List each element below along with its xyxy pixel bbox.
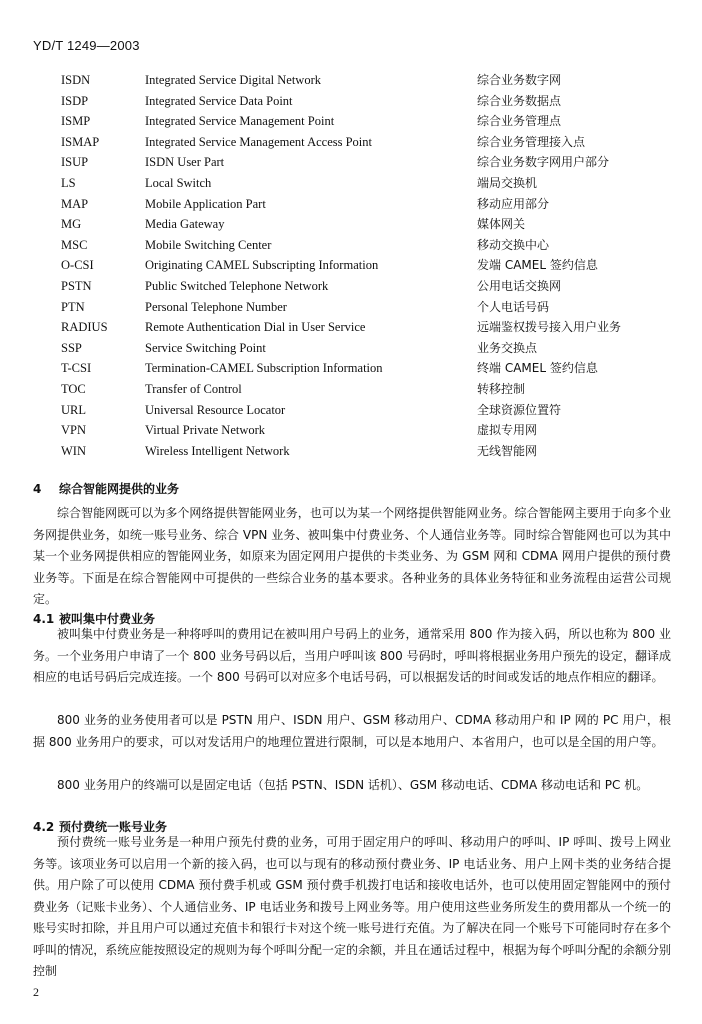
abbreviation-row <box>61 235 681 256</box>
section-4-paragraph: 综合智能网既可以为多个网络提供智能网业务，也可以为某一个网络提供智能网业务。综合智能网主要用于向多个业务网提供业务，如统一账号业务、综合 VPN 业务、被叫集中付费业务、个人通信业务等。同时综合智能网也可以为其中某一个业务网提供相应的智能网业务，如原来为固定网用户提供的卡类业务、为 GSM 网和 CDMA 网用户提供的预付费业务等。下面是在综合智能网中可提供的一些综合业务的基本要求。各种业务的具体业务特征和业务流程由运营公司规定。 <box>33 506 671 606</box>
abbreviation-chinese: 业务交换点 <box>477 340 538 355</box>
abbreviation-term: ISDP <box>61 93 89 108</box>
abbreviation-chinese: 远端鉴权拨号接入用户业务 <box>477 320 622 335</box>
abbreviation-row <box>61 379 681 400</box>
abbreviation-english: Local Switch <box>145 175 212 190</box>
abbreviation-chinese: 综合业务数字网用户部分 <box>477 155 610 170</box>
abbreviation-chinese: 虚拟专用网 <box>477 423 538 438</box>
abbreviation-english: Integrated Service Management Access Point <box>145 134 373 149</box>
abbreviation-term: O-CSI <box>61 258 94 273</box>
abbreviation-term: MAP <box>61 196 89 211</box>
abbreviation-term: ISDN <box>61 73 91 87</box>
section-4-1-paragraph-3: 800 业务用户的终端可以是固定电话（包括 PSTN、ISDN 话机）、GSM 移动电话、CDMA 移动电话和 PC 机。 <box>57 778 649 792</box>
abbreviation-english: Universal Resource Locator <box>145 402 286 417</box>
abbreviation-chinese: 媒体网关 <box>477 217 526 232</box>
abbreviation-english: ISDN User Part <box>145 155 225 170</box>
abbreviation-list <box>61 70 681 461</box>
abbreviation-chinese: 终端 CAMEL 签约信息 <box>477 361 598 376</box>
abbreviation-row <box>61 70 681 91</box>
abbreviation-row <box>61 194 681 215</box>
abbreviation-term: VPN <box>61 423 87 438</box>
abbreviation-term: ISMAP <box>61 134 100 149</box>
abbreviation-english: Integrated Service Management Point <box>145 114 335 129</box>
abbreviation-row <box>61 420 681 441</box>
abbreviation-row <box>61 152 681 173</box>
abbreviation-chinese: 转移控制 <box>477 381 526 396</box>
abbreviation-chinese: 移动交换中心 <box>477 237 550 252</box>
section-number: 4.2 <box>33 820 55 834</box>
abbreviation-row <box>61 132 681 153</box>
abbreviation-chinese: 移动应用部分 <box>477 196 550 211</box>
abbreviation-row <box>61 297 681 318</box>
abbreviation-term: PTN <box>61 299 85 314</box>
abbreviation-term: URL <box>61 402 86 417</box>
section-4-1-paragraph-1: 被叫集中付费业务是一种将呼叫的费用记在被叫用户号码上的业务，通常采用 800 作为接入码，所以也称为 800 业务。一个业务用户申请了一个 800 业务号码以后，当用户呼叫该 800 号码时，呼叫将根据业务用户预先的设定，翻译成相应的电话号码后完成连接。一个 800 号码可以对应多个电话号码，可以根据发话的时间或发话的地点作相应的翻译。 <box>33 627 671 684</box>
abbreviation-row <box>61 91 681 112</box>
abbreviation-english: Integrated Service Digital Network <box>145 73 321 87</box>
abbreviation-chinese: 综合业务管理接入点 <box>477 134 586 149</box>
abbreviation-chinese: 全球资源位置符 <box>477 402 562 417</box>
page-number: 2 <box>33 985 39 999</box>
abbreviation-english: Originating CAMEL Subscripting Information <box>145 258 379 273</box>
abbreviation-english: Transfer of Control <box>145 381 242 396</box>
abbreviation-term: ISMP <box>61 114 91 129</box>
abbreviation-english: Media Gateway <box>145 217 225 232</box>
section-title: 预付费统一账号业务 <box>59 820 168 834</box>
abbreviation-chinese: 个人电话号码 <box>477 299 550 314</box>
abbreviation-chinese: 发端 CAMEL 签约信息 <box>477 258 598 273</box>
abbreviation-english: Virtual Private Network <box>145 423 266 438</box>
abbreviation-english: Personal Telephone Number <box>145 299 287 314</box>
abbreviation-row <box>61 338 681 359</box>
abbreviation-row <box>61 111 681 132</box>
abbreviation-english: Wireless Intelligent Network <box>145 443 290 458</box>
abbreviation-term: MG <box>61 217 82 232</box>
abbreviation-term: MSC <box>61 237 88 252</box>
abbreviation-term: SSP <box>61 340 82 355</box>
abbreviation-chinese: 综合业务管理点 <box>477 114 562 129</box>
standard-number: YD/T 1249—2003 <box>33 38 140 53</box>
section-title: 综合智能网提供的业务 <box>59 482 180 496</box>
section-4-1-paragraph-2: 800 业务的业务使用者可以是 PSTN 用户、ISDN 用户、GSM 移动用户、CDMA 移动用户和 IP 网的 PC 用户，根据 800 业务用户的要求，可以对发话用户的地理位置进行限制，可以是本地用户、本省用户，也可以是全国的用户等。 <box>33 713 671 749</box>
abbreviation-english: Public Switched Telephone Network <box>145 278 329 293</box>
abbreviation-english: Service Switching Point <box>145 340 266 355</box>
abbreviation-english: Termination-CAMEL Subscription Information <box>145 361 383 376</box>
section-number: 4 <box>33 482 42 496</box>
abbreviation-term: RADIUS <box>61 320 108 335</box>
abbreviation-row <box>61 214 681 235</box>
abbreviation-chinese: 综合业务数字网 <box>477 73 562 87</box>
abbreviation-term: ISUP <box>61 155 89 170</box>
abbreviation-english: Integrated Service Data Point <box>145 93 293 108</box>
section-4-heading <box>33 480 179 497</box>
abbreviation-chinese: 公用电话交换网 <box>477 278 562 293</box>
abbreviation-row <box>61 358 681 379</box>
abbreviation-row <box>61 400 681 421</box>
abbreviation-term: T-CSI <box>61 361 92 376</box>
abbreviation-row <box>61 276 681 297</box>
abbreviation-term: WIN <box>61 443 86 458</box>
abbreviation-chinese: 无线智能网 <box>477 443 538 458</box>
abbreviation-row <box>61 173 681 194</box>
section-number: 4.1 <box>33 612 55 626</box>
abbreviation-chinese: 综合业务数据点 <box>477 93 562 108</box>
abbreviation-english: Mobile Application Part <box>145 196 266 211</box>
abbreviation-term: TOC <box>61 381 86 396</box>
section-title: 被叫集中付费业务 <box>59 612 156 626</box>
abbreviation-chinese: 端局交换机 <box>477 175 538 190</box>
abbreviation-row <box>61 255 681 276</box>
abbreviation-row <box>61 441 681 462</box>
abbreviation-row <box>61 317 681 338</box>
abbreviation-term: LS <box>61 175 76 190</box>
abbreviation-english: Remote Authentication Dial in User Service <box>145 320 366 335</box>
abbreviation-english: Mobile Switching Center <box>145 237 272 252</box>
section-4-2-paragraph-1: 预付费统一账号业务是一种用户预先付费的业务，可用于固定用户的呼叫、移动用户的呼叫、IP 呼叫、拨号上网业务等。该项业务可以启用一个新的接入码，也可以与现有的移动预付费业务、IP 电话业务、用户上网卡类的业务结合提供。用户除了可以使用 CDMA 预付费手机或 GSM 预付费手机拨打电话和接收电话外，也可以使用固定智能网中的预付费业务（记账卡业务）、个人通信业务、IP 电话业务和拨号上网业务等。用户使用这些业务所发生的费用都从一个统一的账号实时扣除，并且用户可以通过充值卡和银行卡对这个统一账号进行充值。为了解决在同一个账号下可能同时存在多个呼叫的情况，系统应能按照设定的规则为每个呼叫分配一定的余额，并且在通话过程中，根据为每个呼叫分配的余额分别控制 <box>33 835 671 978</box>
abbreviation-term: PSTN <box>61 278 92 293</box>
